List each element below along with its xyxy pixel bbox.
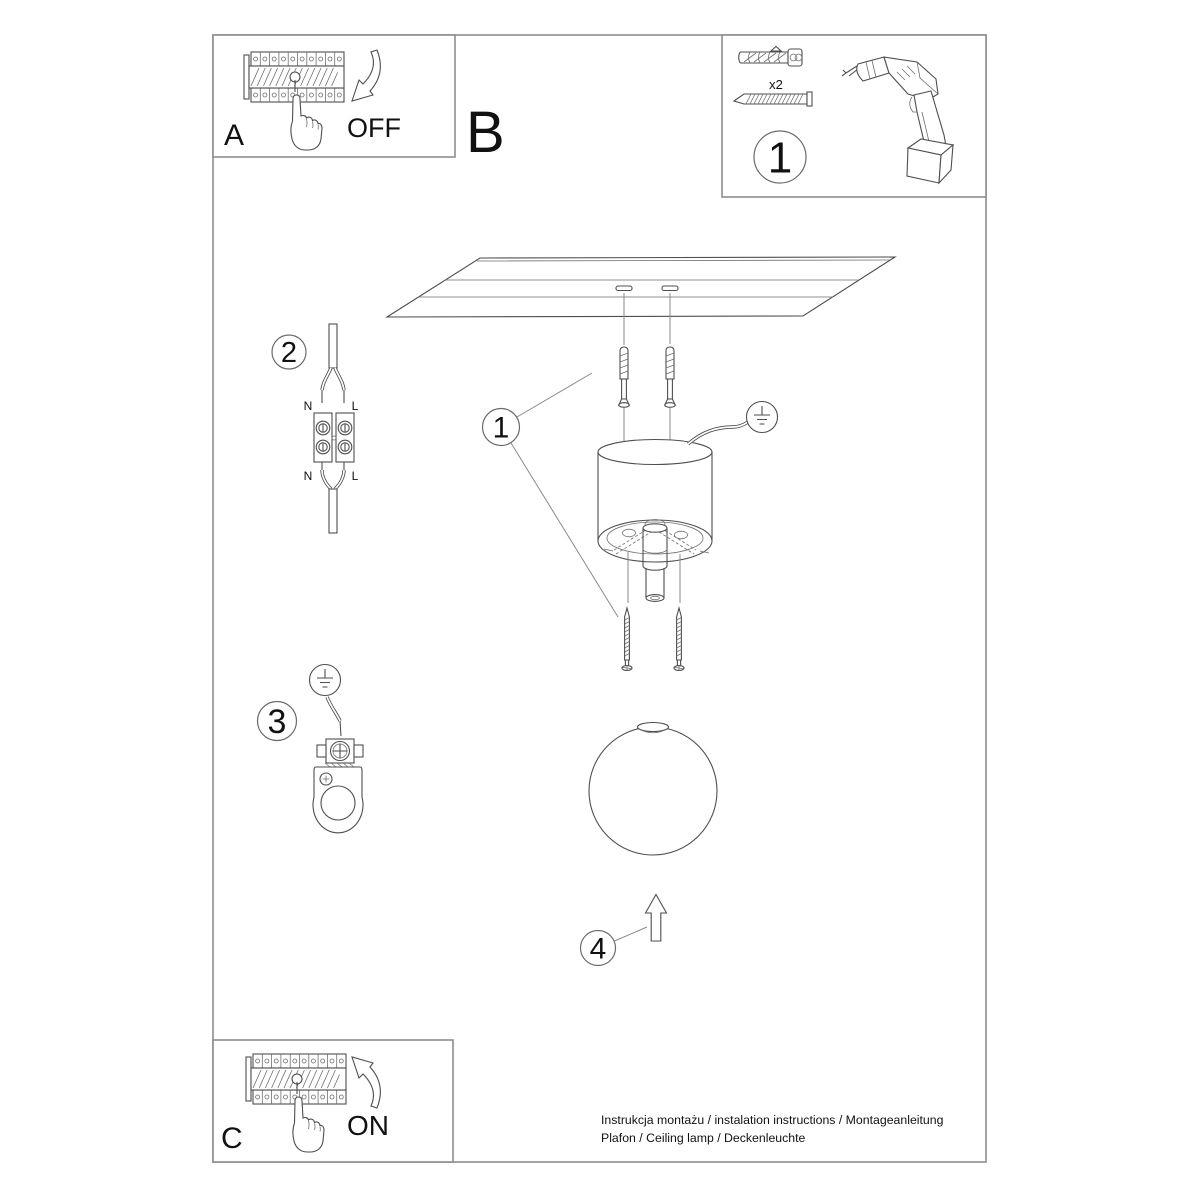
screw-icon (734, 92, 812, 106)
wiring-label-n-bottom: N (303, 469, 313, 483)
mounting-slot-left (616, 286, 632, 291)
step2-marker (272, 335, 306, 369)
toolkit-marker-number: 1 (767, 133, 793, 183)
section-b-label: B (466, 100, 505, 165)
wiring-label-l-top: L (351, 399, 359, 413)
section-c-label: C (221, 1122, 243, 1155)
breaker-panel-a (244, 52, 344, 102)
ground-symbol-step3 (310, 665, 341, 696)
toolkit-marker (754, 131, 806, 183)
step3-number: 3 (267, 703, 287, 741)
wiring-label-n-top: N (303, 399, 313, 413)
footer-line1: Instrukcja montażu / instalation instructions / Montageanleitung (601, 1113, 944, 1127)
breaker-panel-c (246, 1054, 346, 1104)
canopy-plate-bottom-view (313, 767, 363, 833)
off-label: OFF (347, 113, 401, 143)
wiring-label-l-bottom: L (351, 469, 359, 483)
footer-line2: Plafon / Ceiling lamp / Deckenleuchte (601, 1131, 806, 1145)
step4-number: 4 (589, 932, 607, 966)
step2-number: 2 (280, 337, 298, 370)
plug-quantity-label: x2 (769, 77, 783, 92)
section-b-frame (213, 35, 986, 1162)
on-label: ON (347, 1110, 389, 1141)
step1-number: 1 (492, 411, 510, 445)
step3-marker (258, 702, 297, 742)
mounting-slot-right (662, 286, 678, 291)
ground-symbol-main (747, 402, 778, 433)
section-a-label: A (224, 119, 245, 152)
